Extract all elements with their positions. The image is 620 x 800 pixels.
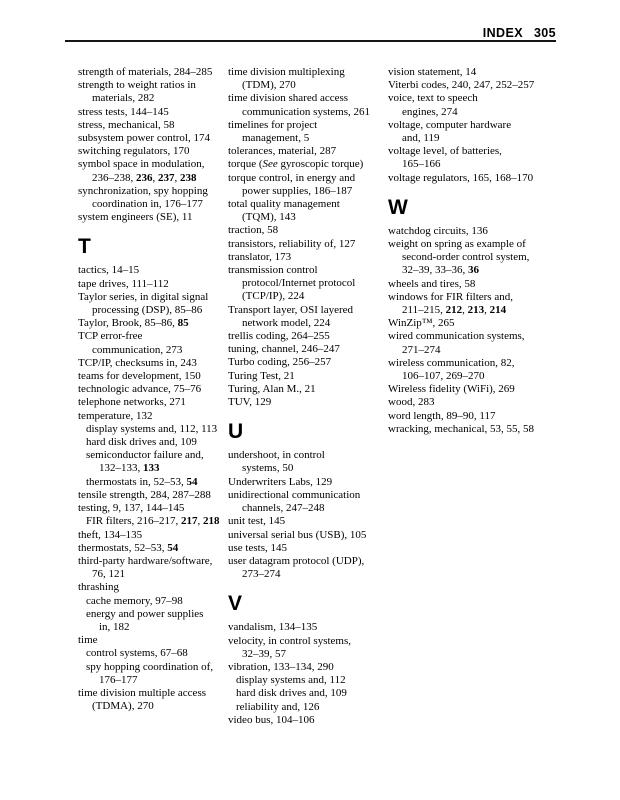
index-entry-line xyxy=(78,608,228,621)
index-text-segment: 54 xyxy=(167,541,179,554)
index-entry-line xyxy=(388,92,560,105)
index-entry-line xyxy=(228,383,386,396)
index-entry-line xyxy=(388,383,560,396)
index-text-segment: display systems and, 112, 113 xyxy=(86,422,218,435)
index-text-segment: wired communication systems, xyxy=(388,330,525,343)
index-text-segment: switching regulators, 170 xyxy=(78,145,190,158)
index-text-segment: 211–215, xyxy=(402,304,446,317)
index-text-segment: testing, 9, 137, 144–145 xyxy=(78,502,185,515)
index-text-segment: 32–39, 57 xyxy=(242,647,286,660)
index-entry-line xyxy=(78,79,228,92)
index-entry-line xyxy=(228,502,386,515)
index-text-segment: reliability and, 126 xyxy=(236,700,320,713)
index-text-segment: 213 xyxy=(467,304,485,317)
index-text-segment: spy hopping coordination of, xyxy=(86,660,214,673)
index-text-segment: tape drives, 111–112 xyxy=(78,277,169,290)
index-text-segment: symbol space in modulation, xyxy=(78,158,205,171)
index-entry-line xyxy=(228,687,386,700)
index-text-segment: in, 182 xyxy=(99,620,130,633)
index-entry-line xyxy=(78,158,228,171)
index-entry-line xyxy=(388,132,560,145)
index-text-segment: weight on spring as example of xyxy=(388,238,526,251)
index-text-segment: TUV, 129 xyxy=(228,396,272,409)
index-entry-line xyxy=(228,621,386,634)
index-text-segment: voice, text to speech xyxy=(388,92,478,105)
index-entry-line xyxy=(78,581,228,594)
index-text-segment: tensile strength, 284, 287–288 xyxy=(78,488,211,501)
index-entry-line xyxy=(228,198,386,211)
index-entry-line xyxy=(78,634,228,647)
index-text-segment: 76, 121 xyxy=(92,568,125,581)
index-text-segment: use tests, 145 xyxy=(228,541,287,554)
index-entry-line xyxy=(78,396,228,409)
index-entry-line xyxy=(78,317,228,330)
index-text-segment: synchronization, spy hopping xyxy=(78,184,208,197)
index-entry-line xyxy=(78,383,228,396)
index-text-segment: tolerances, material, 287 xyxy=(228,145,337,158)
index-text-segment: 36 xyxy=(468,264,479,277)
index-entry-line xyxy=(228,330,386,343)
index-entry-line xyxy=(228,555,386,568)
index-text-segment: thrashing xyxy=(78,581,119,594)
section-heading-t: T xyxy=(78,235,92,259)
index-column-3 xyxy=(388,66,560,436)
index-entry-line xyxy=(78,291,228,304)
index-text-segment: time division multiplexing xyxy=(228,66,345,78)
index-entry-line xyxy=(388,370,560,383)
index-entry-line xyxy=(388,119,560,132)
index-entry-line xyxy=(228,476,386,489)
index-entry-line xyxy=(228,132,386,145)
index-text-segment: FIR filters, 216–217, xyxy=(86,515,182,528)
index-entry-line xyxy=(78,687,228,700)
index-text-segment: management, 5 xyxy=(242,132,310,145)
index-text-segment: unit test, 145 xyxy=(228,515,286,528)
index-entry-line xyxy=(388,251,560,264)
index-entry-line xyxy=(228,66,386,79)
index-entry-line xyxy=(388,238,560,251)
index-text-segment: stress tests, 144–145 xyxy=(78,105,169,118)
index-text-segment: Taylor, Brook, 85–86, xyxy=(78,317,178,330)
index-entry-line xyxy=(78,119,228,132)
index-entry-line xyxy=(78,647,228,660)
index-text-segment: voltage level, of batteries, xyxy=(388,145,502,158)
index-entry-line xyxy=(228,264,386,277)
index-text-segment: Underwriters Labs, 129 xyxy=(228,475,333,488)
index-entry-line xyxy=(228,119,386,132)
index-entry-line xyxy=(78,185,228,198)
index-text-segment: , xyxy=(462,304,468,317)
index-entry-line xyxy=(78,515,228,528)
index-text-segment: cache memory, 97–98 xyxy=(86,594,183,607)
index-entry-line xyxy=(388,264,560,277)
index-text-segment: systems, 50 xyxy=(242,462,294,475)
index-text-segment: thermostats, 52–53, xyxy=(78,541,168,554)
index-text-segment: 218 xyxy=(203,515,220,528)
section-heading-v: V xyxy=(228,592,243,616)
index-entry-line xyxy=(228,158,386,171)
index-text-segment: See xyxy=(262,158,278,171)
index-text-segment: translator, 173 xyxy=(228,250,292,263)
index-text-segment: velocity, in control systems, xyxy=(228,634,352,647)
index-text-segment: Turbo coding, 256–257 xyxy=(228,356,332,369)
index-text-segment: Viterbi codes, 240, 247, 252–257 xyxy=(388,79,535,92)
index-entry-line xyxy=(78,106,228,119)
index-entry-line xyxy=(78,621,228,634)
index-entry-line xyxy=(78,304,228,317)
index-entry-line xyxy=(78,568,228,581)
index-entry-line xyxy=(78,264,228,277)
index-text-segment: 273–274 xyxy=(242,568,281,581)
index-text-segment: theft, 134–135 xyxy=(78,528,143,541)
index-text-segment: , xyxy=(152,171,158,184)
index-text-segment: torque control, in energy and xyxy=(228,171,356,184)
index-text-segment: 54 xyxy=(186,475,198,488)
index-text-segment: 217 xyxy=(181,515,198,528)
index-entry-line xyxy=(228,92,386,105)
index-entry-line xyxy=(388,344,560,357)
index-entry-line xyxy=(78,357,228,370)
index-entry-line xyxy=(388,317,560,330)
index-entry-line xyxy=(228,635,386,648)
index-text-segment: time division shared access xyxy=(228,92,349,105)
index-entry-line xyxy=(228,185,386,198)
index-entry-line xyxy=(388,330,560,343)
index-text-segment: timelines for project xyxy=(228,118,318,131)
index-text-segment: hard disk drives and, 109 xyxy=(86,436,197,449)
index-entry-line xyxy=(78,172,228,185)
index-text-segment: wracking, mechanical, 53, 55, 58 xyxy=(388,422,535,435)
index-text-segment: transmission control xyxy=(228,264,318,277)
index-text-segment: temperature, 132 xyxy=(78,409,153,422)
index-entry-line xyxy=(228,714,386,727)
index-text-segment: semiconductor failure and, xyxy=(86,449,204,462)
index-text-segment: Transport layer, OSI layered xyxy=(228,303,354,316)
index-text-segment: torque ( xyxy=(228,158,263,171)
index-entry-line xyxy=(78,542,228,555)
index-text-segment: materials, 282 xyxy=(92,92,155,105)
index-entry-line xyxy=(78,595,228,608)
index-entry-line xyxy=(228,277,386,290)
index-entry-line xyxy=(388,79,560,92)
index-text-segment: processing (DSP), 85–86 xyxy=(92,304,203,317)
index-text-segment: (TQM), 143 xyxy=(242,211,296,224)
index-entry-line xyxy=(388,357,560,370)
index-text-segment: energy and power supplies xyxy=(86,607,204,620)
index-entry-line xyxy=(78,370,228,383)
index-text-segment: 214 xyxy=(489,304,507,317)
running-head xyxy=(483,26,556,40)
index-text-segment: thermostats in, 52–53, xyxy=(86,475,187,488)
index-entry-line xyxy=(78,145,228,158)
index-entry-line xyxy=(78,344,228,357)
index-column-1 xyxy=(78,66,228,713)
index-text-segment: wood, 283 xyxy=(388,396,435,409)
index-text-segment: WinZip™, 265 xyxy=(388,317,455,330)
index-text-segment: (TDMA), 270 xyxy=(92,700,154,713)
index-entry-line xyxy=(388,410,560,423)
index-text-segment: stress, mechanical, 58 xyxy=(78,118,175,131)
index-text-segment: telephone networks, 271 xyxy=(78,396,186,409)
index-entry-line xyxy=(228,674,386,687)
index-entry-line xyxy=(228,172,386,185)
index-entry-line xyxy=(78,555,228,568)
index-text-segment: word length, 89–90, 117 xyxy=(388,409,496,422)
index-entry-line xyxy=(228,290,386,303)
index-entry-line xyxy=(228,304,386,317)
index-text-segment: channels, 247–248 xyxy=(242,502,325,515)
index-entry-line xyxy=(228,356,386,369)
index-entry-line xyxy=(388,291,560,304)
index-entry-line xyxy=(78,66,228,79)
index-entry-line xyxy=(388,225,560,238)
index-entry-line xyxy=(228,106,386,119)
index-entry-line xyxy=(228,343,386,356)
index-text-segment: time xyxy=(78,634,98,647)
page-number: 305 xyxy=(533,26,556,40)
index-entry-line xyxy=(388,278,560,291)
section-heading-w: W xyxy=(388,195,409,219)
index-text-segment: vision statement, 14 xyxy=(388,66,477,78)
index-entry-line xyxy=(78,462,228,475)
index-entry-line xyxy=(228,462,386,475)
index-text-segment: and, 119 xyxy=(402,132,440,145)
index-text-segment: strength of materials, 284–285 xyxy=(78,66,213,78)
index-entry-line xyxy=(78,278,228,291)
index-text-segment: , xyxy=(484,304,490,317)
index-entry-line xyxy=(78,423,228,436)
index-text-segment: , xyxy=(174,171,180,184)
index-entry-line xyxy=(78,449,228,462)
index-entry-line xyxy=(78,674,228,687)
index-text-segment: power supplies, 186–187 xyxy=(242,184,353,197)
index-entry-line xyxy=(78,198,228,211)
index-text-segment: total quality management xyxy=(228,198,340,211)
index-entry-line xyxy=(78,476,228,489)
index-entry-line xyxy=(228,489,386,502)
index-text-segment: control systems, 67–68 xyxy=(86,647,188,660)
index-entry-line xyxy=(228,224,386,237)
index-text-segment: (TDM), 270 xyxy=(242,79,296,92)
running-head-title: INDEX xyxy=(482,26,523,40)
index-entry-line xyxy=(228,145,386,158)
index-text-segment: hard disk drives and, 109 xyxy=(236,687,347,700)
index-text-segment: 212 xyxy=(445,304,463,317)
index-text-segment: communication systems, 261 xyxy=(242,105,371,118)
index-text-segment: technologic advance, 75–76 xyxy=(78,383,202,396)
index-entry-line xyxy=(228,211,386,224)
index-text-segment: 106–107, 269–270 xyxy=(402,370,485,383)
index-text-segment: vandalism, 134–135 xyxy=(228,621,318,634)
index-text-segment: 132–133, xyxy=(99,462,143,475)
index-text-segment: windows for FIR filters and, xyxy=(388,290,513,303)
index-text-segment: system engineers (SE), 11 xyxy=(78,211,193,224)
index-entry-line xyxy=(388,304,560,317)
index-text-segment: watchdog circuits, 136 xyxy=(388,224,488,237)
index-text-segment: engines, 274 xyxy=(402,105,458,118)
index-text-segment: 85 xyxy=(177,317,189,330)
index-entry-line xyxy=(78,489,228,502)
index-entry-line xyxy=(78,661,228,674)
index-text-segment: wheels and tires, 58 xyxy=(388,277,476,290)
index-text-segment: 271–274 xyxy=(402,343,441,356)
index-entry-line xyxy=(78,529,228,542)
index-text-segment: 165–166 xyxy=(402,158,441,171)
index-entry-line xyxy=(228,648,386,661)
index-entry-line xyxy=(228,238,386,251)
index-entry-line xyxy=(228,661,386,674)
index-entry-line xyxy=(228,529,386,542)
index-entry-line xyxy=(228,515,386,528)
index-text-segment: Taylor series, in digital signal xyxy=(78,290,209,303)
index-text-segment: transistors, reliability of, 127 xyxy=(228,237,356,250)
index-text-segment: wireless communication, 82, xyxy=(388,356,515,369)
index-entry-line xyxy=(228,396,386,409)
header-rule xyxy=(65,40,556,42)
index-text-segment: display systems and, 112 xyxy=(236,674,346,687)
index-text-segment: strength to weight ratios in xyxy=(78,79,196,92)
index-text-segment: TCP/IP, checksums in, 243 xyxy=(78,356,197,369)
index-text-segment: 32–39, 33–36, xyxy=(402,264,468,277)
index-entry-line xyxy=(388,106,560,119)
index-entry-line xyxy=(228,370,386,383)
index-text-segment: 236–238, xyxy=(92,171,136,184)
index-text-segment: voltage regulators, 165, 168–170 xyxy=(388,171,534,184)
index-entry-line xyxy=(228,79,386,92)
index-entry-line xyxy=(78,436,228,449)
index-text-segment: , xyxy=(197,515,204,528)
index-entry-line xyxy=(388,172,560,185)
index-text-segment: vibration, 133–134, 290 xyxy=(228,660,334,673)
index-entry-line xyxy=(388,396,560,409)
index-text-segment: universal serial bus (USB), 105 xyxy=(228,528,367,541)
index-text-segment: undershoot, in control xyxy=(228,449,325,462)
index-text-segment: 176–177 xyxy=(99,673,138,686)
index-column-2 xyxy=(228,66,386,727)
index-entry-line xyxy=(78,410,228,423)
index-entry-line xyxy=(78,211,228,224)
index-text-segment: time division multiple access xyxy=(78,686,207,699)
index-entry-line xyxy=(388,66,560,79)
index-entry-line xyxy=(228,701,386,714)
index-text-segment: Wireless fidelity (WiFi), 269 xyxy=(388,383,515,396)
index-entry-line xyxy=(78,502,228,515)
index-text-segment: 133 xyxy=(143,462,160,475)
index-text-segment: traction, 58 xyxy=(228,224,279,237)
index-text-segment: subsystem power control, 174 xyxy=(78,132,210,145)
index-text-segment: teams for development, 150 xyxy=(78,370,201,383)
index-text-segment: video bus, 104–106 xyxy=(228,713,315,726)
index-entry-line xyxy=(228,317,386,330)
index-text-segment: 236 xyxy=(136,171,153,184)
index-text-segment: 238 xyxy=(180,171,197,184)
index-entry-line xyxy=(228,251,386,264)
section-heading-u: U xyxy=(228,420,244,444)
index-entry-line xyxy=(228,542,386,555)
index-text-segment: third-party hardware/software, xyxy=(78,554,213,567)
index-entry-line xyxy=(228,449,386,462)
index-entry-line xyxy=(388,423,560,436)
index-text-segment: (TCP/IP), 224 xyxy=(242,290,305,303)
index-text-segment: coordination in, 176–177 xyxy=(92,198,203,211)
index-entry-line xyxy=(78,132,228,145)
index-text-segment: 237 xyxy=(158,171,175,184)
index-text-segment: tuning, channel, 246–247 xyxy=(228,343,340,356)
index-entry-line xyxy=(78,700,228,713)
index-text-segment: voltage, computer hardware xyxy=(388,118,512,131)
index-text-segment: TCP error-free xyxy=(78,330,143,343)
index-entry-line xyxy=(78,330,228,343)
index-text-segment: Turing, Alan M., 21 xyxy=(228,382,316,395)
index-entry-line xyxy=(78,92,228,105)
index-text-segment: Turing Test, 21 xyxy=(228,369,295,382)
index-text-segment: network model, 224 xyxy=(242,316,331,329)
index-text-segment: gyroscopic torque) xyxy=(277,158,364,171)
index-text-segment: user datagram protocol (UDP), xyxy=(228,554,365,567)
index-entry-line xyxy=(388,158,560,171)
index-text-segment: trellis coding, 264–255 xyxy=(228,330,330,343)
index-entry-line xyxy=(388,145,560,158)
index-text-segment: second-order control system, xyxy=(402,251,530,264)
index-text-segment: unidirectional communication xyxy=(228,488,361,501)
index-entry-line xyxy=(228,568,386,581)
index-text-segment: tactics, 14–15 xyxy=(78,264,140,277)
index-text-segment: communication, 273 xyxy=(92,343,183,356)
index-text-segment: protocol/Internet protocol xyxy=(242,277,356,290)
